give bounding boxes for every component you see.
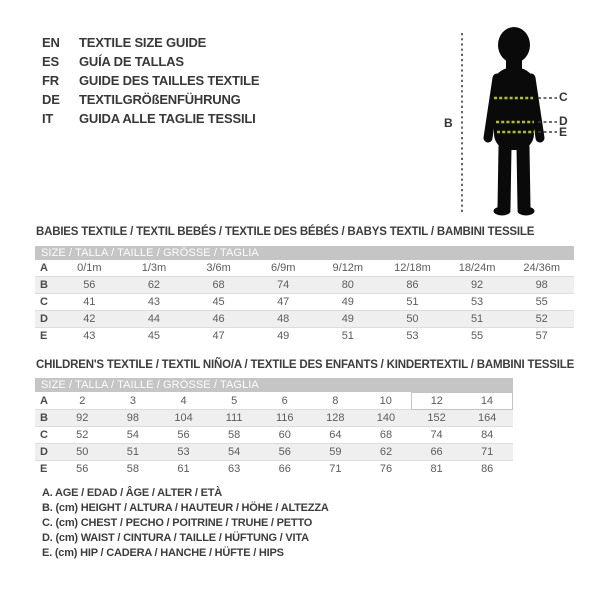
table-cell: 86 (380, 277, 445, 294)
table-cell: 62 (122, 277, 187, 294)
table-cell: 86 (462, 460, 513, 477)
table-cell: 12/18m (394, 262, 431, 274)
children-size-header-bar: SIZE / TALLA / TAILLE / GRÖSSE / TAGLIA (35, 378, 513, 392)
table-cell: 51 (316, 328, 381, 345)
row-label: D (35, 443, 57, 460)
child-silhouette-figure (440, 20, 570, 220)
row-label: B (35, 277, 57, 294)
table-cell: 18/24m (458, 262, 496, 274)
legend-row: D. (cm) WAIST / CINTURA / TAILLE / HÜFTUNG / VITA (42, 532, 309, 544)
table-row (35, 311, 574, 328)
table-row (35, 409, 513, 426)
measurement-legend (42, 486, 329, 561)
table-cell: 74 (251, 277, 316, 294)
language-title: TEXTILE SIZE GUIDE (79, 35, 207, 50)
figure-label-waist: D (559, 114, 568, 128)
table-cell: 53 (158, 443, 209, 460)
table-cell: 53 (380, 328, 445, 345)
language-title-row (42, 109, 259, 128)
table-cell: 51 (108, 443, 159, 460)
table-cell: 80 (316, 277, 381, 294)
table-cell: 43 (57, 328, 122, 345)
children-size-table (35, 378, 513, 477)
legend-row: E. (cm) HIP / CADERA / HANCHE / HÜFTE / HIPS (42, 547, 284, 559)
table-cell: 43 (122, 294, 187, 311)
babies-size-table (35, 246, 574, 344)
language-title: TEXTILGRÖßENFÜHRUNG (79, 92, 241, 107)
table-cell: 56 (57, 277, 122, 294)
row-label: B (35, 409, 57, 426)
language-code: DE (42, 92, 60, 107)
row-label: A (40, 262, 48, 274)
children-table-grid (35, 392, 513, 477)
table-cell: 51 (445, 311, 510, 328)
table-cell: 92 (445, 277, 510, 294)
table-cell: 164 (462, 409, 513, 426)
table-cell: 12 (411, 393, 462, 410)
language-title: GUIDA ALLE TAGLIE TESSILI (79, 111, 256, 126)
language-title-row (42, 90, 259, 109)
table-cell: 63 (209, 460, 260, 477)
language-code: FR (42, 73, 59, 88)
table-cell: 55 (509, 294, 574, 311)
table-cell: 47 (186, 328, 251, 345)
table-row (35, 426, 513, 443)
table-cell: 64 (310, 426, 361, 443)
table-cell: 140 (361, 409, 412, 426)
table-cell: 98 (509, 277, 574, 294)
table-cell: 6 (281, 394, 288, 407)
table-row (35, 393, 513, 410)
table-cell: 116 (259, 409, 310, 426)
row-label: D (35, 311, 57, 328)
table-cell: 49 (316, 311, 381, 328)
table-cell: 62 (361, 443, 412, 460)
table-cell: 52 (509, 311, 574, 328)
table-cell: 45 (122, 328, 187, 345)
table-cell: 57 (509, 328, 574, 345)
table-cell: 66 (259, 460, 310, 477)
babies-table-grid (35, 260, 574, 344)
table-cell: 48 (251, 311, 316, 328)
table-cell: 55 (445, 328, 510, 345)
language-title-row (42, 71, 259, 90)
language-code: EN (42, 35, 60, 50)
table-cell: 56 (259, 443, 310, 460)
table-row (35, 460, 513, 477)
language-title-list (42, 33, 259, 128)
table-cell: 58 (108, 460, 159, 477)
table-cell: 104 (158, 409, 209, 426)
table-cell: 24/36m (523, 262, 561, 274)
row-label: C (35, 294, 57, 311)
table-cell: 68 (361, 426, 412, 443)
table-cell: 10 (379, 394, 392, 407)
figure-label-height: B (444, 116, 453, 130)
children-section-title: CHILDREN'S TEXTILE / TEXTIL NIÑO/A / TEXTILE DES ENFANTS / KINDERTEXTIL / BAMBINI TESSILE (36, 359, 575, 371)
table-cell: 51 (380, 294, 445, 311)
table-cell: 4 (180, 394, 187, 407)
table-cell: 98 (108, 409, 159, 426)
babies-section-title: BABIES TEXTILE / TEXTIL BEBÉS / TEXTILE DES BÉBÉS / BABYS TEXTIL / BAMBINI TESSILE (36, 226, 535, 238)
table-cell: 59 (310, 443, 361, 460)
table-cell: 6/9m (270, 262, 296, 274)
table-cell: 0/1m (77, 262, 102, 274)
language-title-row (42, 52, 259, 71)
figure-label-chest: C (559, 90, 568, 104)
table-cell: 52 (57, 426, 108, 443)
table-cell: 5 (231, 394, 238, 407)
table-cell: 66 (411, 443, 462, 460)
table-cell: 71 (462, 443, 513, 460)
language-title: GUÍA DE TALLAS (79, 54, 184, 69)
table-cell: 46 (186, 311, 251, 328)
language-title-row (42, 33, 259, 52)
legend-row: C. (cm) CHEST / PECHO / POITRINE / TRUHE / PETTO (42, 517, 313, 529)
table-cell: 14 (462, 393, 513, 410)
table-cell: 56 (57, 460, 108, 477)
table-cell: 128 (310, 409, 361, 426)
table-row (35, 294, 574, 311)
row-label: C (35, 426, 57, 443)
table-cell: 71 (310, 460, 361, 477)
table-cell: 58 (209, 426, 260, 443)
table-cell: 42 (57, 311, 122, 328)
table-cell: 3 (129, 394, 136, 407)
table-cell: 1/3m (141, 262, 167, 274)
babies-size-header-bar: SIZE / TALLA / TAILLE / GRÖSSE / TAGLIA (35, 246, 574, 260)
table-cell: 47 (251, 294, 316, 311)
row-label: E (35, 328, 57, 345)
table-row (35, 443, 513, 460)
legend-row: B. (cm) HEIGHT / ALTURA / HAUTEUR / HÖHE / ALTEZZA (42, 502, 329, 514)
row-label: E (35, 460, 57, 477)
table-cell: 56 (158, 426, 209, 443)
table-cell: 2 (79, 394, 86, 407)
table-cell: 8 (332, 394, 339, 407)
table-cell: 68 (186, 277, 251, 294)
table-cell: 152 (411, 409, 462, 426)
table-cell: 74 (411, 426, 462, 443)
table-cell: 41 (57, 294, 122, 311)
table-cell: 50 (57, 443, 108, 460)
table-cell: 49 (251, 328, 316, 345)
language-code: ES (42, 54, 59, 69)
table-cell: 84 (462, 426, 513, 443)
table-row (35, 260, 574, 277)
table-cell: 60 (259, 426, 310, 443)
table-cell: 3/6m (206, 262, 231, 274)
table-row (35, 328, 574, 345)
table-cell: 92 (57, 409, 108, 426)
table-cell: 49 (316, 294, 381, 311)
table-cell: 54 (108, 426, 159, 443)
table-cell: 111 (209, 409, 260, 426)
table-cell: 61 (158, 460, 209, 477)
table-cell: 44 (122, 311, 187, 328)
table-cell: 45 (186, 294, 251, 311)
legend-row: A. AGE / EDAD / ÂGE / ALTER / ETÀ (42, 487, 223, 499)
language-code: IT (42, 111, 54, 126)
figure-label-hip: E (559, 125, 568, 139)
language-title: GUIDE DES TAILLES TEXTILE (79, 73, 260, 88)
table-cell: 9/12m (332, 262, 364, 274)
table-cell: 81 (411, 460, 462, 477)
table-row (35, 277, 574, 294)
table-cell: 53 (445, 294, 510, 311)
table-cell: 76 (361, 460, 412, 477)
table-cell: 50 (380, 311, 445, 328)
table-cell: 54 (209, 443, 260, 460)
row-label: A (40, 394, 48, 407)
